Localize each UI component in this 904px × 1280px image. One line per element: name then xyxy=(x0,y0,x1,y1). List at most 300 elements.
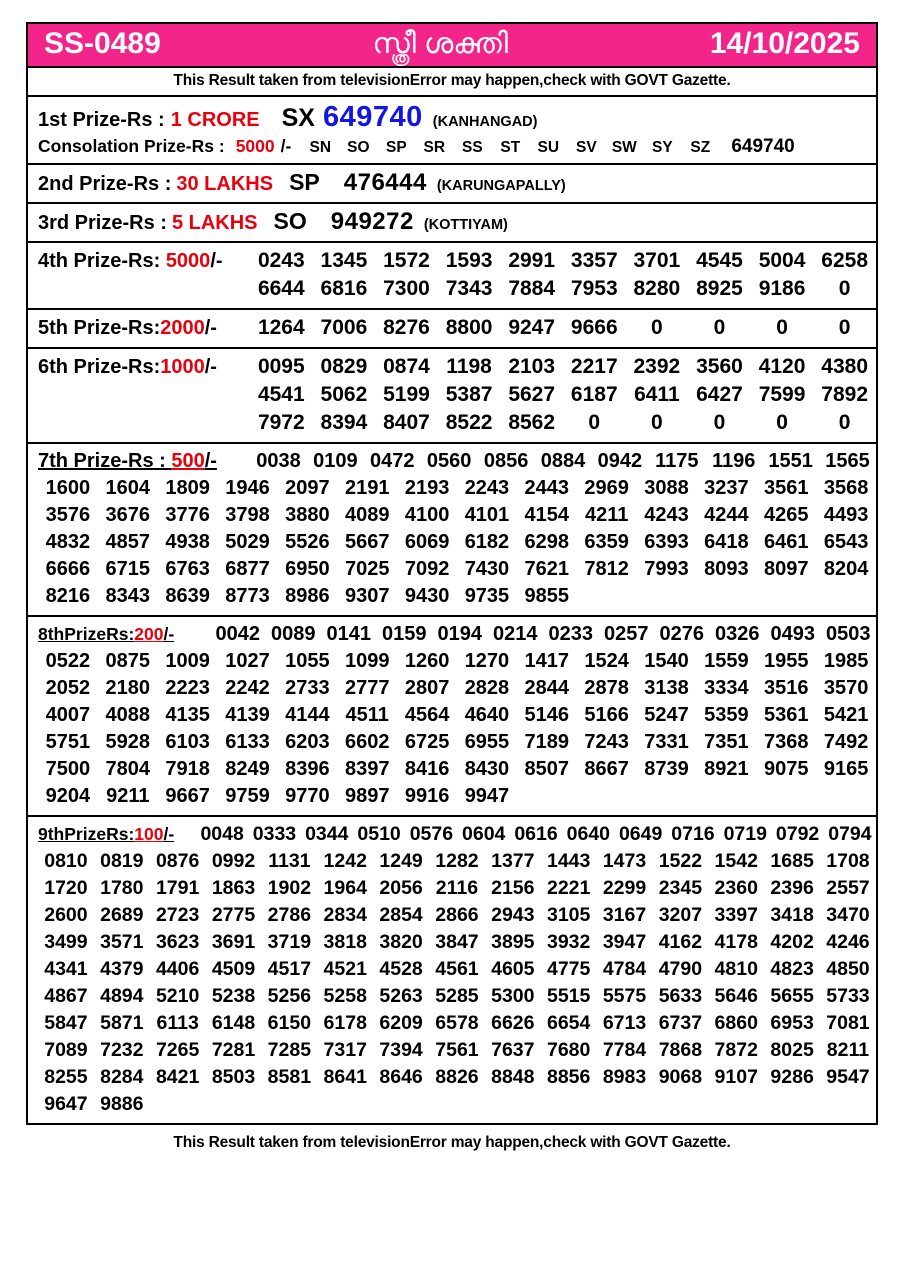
first-prize-amount: 1 CRORE xyxy=(170,109,260,131)
prize-number: 0472 xyxy=(370,450,415,472)
consolation-prize-suffix: /- xyxy=(280,136,292,156)
prize-number: 4178 xyxy=(714,931,758,953)
prize-number: 1863 xyxy=(211,877,256,899)
prize-number: 6713 xyxy=(602,1012,647,1034)
prize-number: 8562 xyxy=(508,411,556,434)
prize-number: 0640 xyxy=(566,823,611,845)
prize-row-fifth xyxy=(28,310,876,349)
prize-number: 4100 xyxy=(404,504,450,526)
prize-number: 5263 xyxy=(379,985,423,1007)
prize-number: 3847 xyxy=(435,931,479,953)
prize-number: 4521 xyxy=(323,958,367,980)
prize-number: 1685 xyxy=(770,850,814,872)
consolation-series-code: SS xyxy=(461,139,483,156)
prize-number: 3719 xyxy=(267,931,312,953)
eighth-prize-numbers-row-1 xyxy=(210,623,876,646)
fifth-prize-amount: 2000 xyxy=(160,317,205,339)
prize-row-first xyxy=(28,97,876,165)
prize-number: 7285 xyxy=(267,1039,312,1061)
prize-number: 9247 xyxy=(508,316,556,339)
seventh-prize-label: 7th Prize-Rs : xyxy=(38,450,172,472)
prize-number: 8421 xyxy=(155,1066,200,1088)
prize-number: 1027 xyxy=(225,650,270,672)
prize-number: 1345 xyxy=(320,249,368,272)
prize-number: 2242 xyxy=(225,677,270,699)
prize-number-group xyxy=(38,958,876,981)
prize-number: 2777 xyxy=(344,677,390,699)
prize-number: 1175 xyxy=(655,450,699,472)
prize-number: 4894 xyxy=(100,985,144,1007)
prize-number: 8983 xyxy=(602,1066,647,1088)
prize-number: 3105 xyxy=(546,904,591,926)
prize-number: 0716 xyxy=(671,823,715,845)
prize-number: 0141 xyxy=(326,623,371,645)
prize-number: 3676 xyxy=(105,504,151,526)
prize-number: 0 xyxy=(838,277,851,300)
prize-number: 8216 xyxy=(45,585,91,607)
prize-number-group xyxy=(38,531,876,554)
prize-number: 0522 xyxy=(45,650,91,672)
prize-number: 4810 xyxy=(714,958,758,980)
prize-number: 9107 xyxy=(714,1066,758,1088)
prize-number: 2557 xyxy=(826,877,870,899)
prize-number: 3167 xyxy=(602,904,647,926)
prize-number: 8025 xyxy=(770,1039,814,1061)
prize-number: 2807 xyxy=(404,677,450,699)
prize-number-group xyxy=(38,704,876,727)
prize-number: 5238 xyxy=(211,985,256,1007)
prize-number: 5633 xyxy=(658,985,703,1007)
prize-number: 5733 xyxy=(826,985,870,1007)
prize-number: 7621 xyxy=(524,558,570,580)
prize-number: 6187 xyxy=(570,383,618,406)
sixth-prize-suffix: /- xyxy=(204,356,217,378)
prize-number: 8280 xyxy=(633,277,681,300)
prize-number: 2943 xyxy=(491,904,535,926)
prize-number-group xyxy=(38,931,876,954)
prize-number: 5515 xyxy=(546,985,591,1007)
prize-number: 7351 xyxy=(704,731,749,753)
prize-number: 0214 xyxy=(493,623,538,645)
prize-number: 7089 xyxy=(44,1039,88,1061)
prize-number: 7804 xyxy=(105,758,151,780)
prize-number: 4246 xyxy=(826,931,870,953)
prize-number: 1985 xyxy=(823,650,869,672)
prize-number: 9759 xyxy=(225,785,270,807)
prize-number: 3880 xyxy=(285,504,330,526)
prize-number: 5655 xyxy=(770,985,814,1007)
prize-number: 8204 xyxy=(823,558,869,580)
prize-number: 9916 xyxy=(404,785,450,807)
prize-number: 1902 xyxy=(267,877,312,899)
prize-number: 0 xyxy=(776,316,788,339)
prize-number: 3947 xyxy=(602,931,647,953)
prize-number: 2103 xyxy=(508,355,556,378)
second-prize-amount: 30 LAKHS xyxy=(176,173,274,195)
prize-row-eighth xyxy=(28,617,876,817)
ninth-prize-suffix: /- xyxy=(163,824,175,844)
prize-number-group xyxy=(38,504,876,527)
prize-number: 7993 xyxy=(644,558,689,580)
prize-number: 2991 xyxy=(508,249,556,272)
fifth-prize-line xyxy=(38,314,876,342)
prize-number: 4088 xyxy=(105,704,151,726)
prize-number: 3207 xyxy=(658,904,703,926)
prize-number: 2443 xyxy=(524,477,570,499)
prize-number: 5029 xyxy=(225,531,270,553)
prize-number: 3571 xyxy=(100,931,144,953)
prize-number: 4832 xyxy=(45,531,91,553)
prize-number: 1551 xyxy=(768,450,813,472)
prize-number: 9770 xyxy=(285,785,330,807)
consolation-series-code: ST xyxy=(500,139,521,156)
eighth-prize-label-cell xyxy=(38,624,210,645)
third-prize-series: SO xyxy=(273,208,307,234)
prize-number: 0344 xyxy=(305,823,349,845)
prize-number: 1720 xyxy=(44,877,88,899)
prize-number: 4144 xyxy=(285,704,330,726)
prize-number: 8396 xyxy=(285,758,330,780)
prize-number: 6877 xyxy=(225,558,270,580)
prize-number: 2116 xyxy=(435,877,479,899)
prize-number: 8343 xyxy=(105,585,151,607)
prize-number: 3570 xyxy=(823,677,869,699)
prize-number: 8507 xyxy=(524,758,570,780)
first-prize-series: SX xyxy=(281,104,315,132)
prize-number: 1964 xyxy=(323,877,367,899)
prize-number: 9068 xyxy=(658,1066,703,1088)
prize-number-group xyxy=(38,850,876,873)
prize-number: 1708 xyxy=(826,850,870,872)
prize-number: 1198 xyxy=(446,355,492,378)
prize-number: 0942 xyxy=(597,450,643,472)
prize-number: 2834 xyxy=(323,904,367,926)
prize-number-group xyxy=(38,904,876,927)
prize-number: 8093 xyxy=(704,558,749,580)
prize-number: 3576 xyxy=(45,504,91,526)
prize-number: 2723 xyxy=(155,904,200,926)
prize-number: 0856 xyxy=(483,450,529,472)
prize-number: 0 xyxy=(588,411,601,434)
prize-number: 1791 xyxy=(155,877,200,899)
prize-number: 4139 xyxy=(225,704,270,726)
prize-number: 7561 xyxy=(435,1039,479,1061)
prize-number: 9186 xyxy=(758,277,806,300)
prize-number: 7884 xyxy=(508,277,556,300)
prize-number: 0884 xyxy=(540,450,586,472)
prize-number: 7637 xyxy=(491,1039,535,1061)
consolation-series-code: SW xyxy=(611,139,637,156)
consolation-series-list xyxy=(301,139,719,157)
prize-number: 7394 xyxy=(379,1039,423,1061)
prize-number-group xyxy=(38,1093,876,1116)
prize-number: 7092 xyxy=(404,558,450,580)
prize-number: 0276 xyxy=(659,623,704,645)
third-prize-number: 949272 xyxy=(330,208,414,235)
sixth-prize-label: 6th Prize-Rs: xyxy=(38,356,161,378)
prize-number: 0 xyxy=(713,411,726,434)
prize-number: 7918 xyxy=(165,758,210,780)
third-prize-place: (KOTTIYAM) xyxy=(423,217,508,233)
prize-number: 9165 xyxy=(823,758,869,780)
prize-number: 1600 xyxy=(45,477,91,499)
prize-number: 4265 xyxy=(763,504,809,526)
prize-number: 0233 xyxy=(548,623,593,645)
prize-number: 8921 xyxy=(704,758,749,780)
prize-number: 7868 xyxy=(658,1039,703,1061)
prize-number: 7784 xyxy=(602,1039,647,1061)
seventh-prize-amount: 500 xyxy=(171,450,205,472)
prize-number: 6955 xyxy=(464,731,510,753)
prize-number: 5285 xyxy=(435,985,479,1007)
prize-number: 6953 xyxy=(770,1012,814,1034)
second-prize-number: 476444 xyxy=(343,169,427,196)
prize-number: 4202 xyxy=(770,931,814,953)
sixth-prize-first-line xyxy=(38,353,876,381)
prize-number: 8394 xyxy=(320,411,368,434)
prize-number: 3138 xyxy=(644,677,689,699)
prize-number-row xyxy=(38,783,876,810)
prize-number: 0 xyxy=(838,316,851,339)
prize-number: 7492 xyxy=(823,731,869,753)
prize-number: 1473 xyxy=(602,850,647,872)
prize-number: 8800 xyxy=(445,316,493,339)
prize-number: 6654 xyxy=(546,1012,591,1034)
prize-number: 1131 xyxy=(268,850,311,872)
fifth-prize-suffix: /- xyxy=(204,317,217,339)
prize-number: 0 xyxy=(776,411,788,434)
sixth-prize-numbers-row-3 xyxy=(250,411,876,435)
prize-number: 8667 xyxy=(584,758,629,780)
prize-number: 1955 xyxy=(763,650,809,672)
prize-number: 5751 xyxy=(45,731,91,753)
prize-number: 0560 xyxy=(426,450,472,472)
prize-number: 0194 xyxy=(437,623,482,645)
prize-number: 1540 xyxy=(644,650,689,672)
prize-number: 1524 xyxy=(584,650,629,672)
prize-number: 6860 xyxy=(714,1012,758,1034)
prize-number: 8522 xyxy=(445,411,493,434)
prize-number-group xyxy=(38,1039,876,1062)
notice-bottom: This Result taken from televisionError may happen,check with GOVT Gazette. xyxy=(173,1134,731,1151)
prize-number: 5199 xyxy=(383,383,430,406)
prize-number: 4528 xyxy=(379,958,423,980)
prize-number: 7232 xyxy=(100,1039,144,1061)
prize-number: 9855 xyxy=(524,585,570,607)
prize-number: 4120 xyxy=(758,355,806,378)
prize-number-group xyxy=(38,877,876,900)
prize-number: 9204 xyxy=(45,785,91,807)
prize-number: 2299 xyxy=(602,877,647,899)
second-prize-label: 2nd Prize-Rs : xyxy=(38,173,172,195)
prize-number: 4823 xyxy=(770,958,814,980)
fourth-prize-numbers-row-2 xyxy=(250,277,876,301)
prize-number: 4406 xyxy=(155,958,200,980)
prize-number: 6644 xyxy=(257,277,305,300)
prize-number: 3470 xyxy=(826,904,870,926)
prize-number: 8255 xyxy=(44,1066,88,1088)
prize-number: 6578 xyxy=(435,1012,479,1034)
prize-number: 6666 xyxy=(45,558,91,580)
prize-number: 1604 xyxy=(105,477,151,499)
consolation-series-code: SZ xyxy=(690,139,711,156)
prize-number: 3932 xyxy=(546,931,591,953)
prize-number: 6626 xyxy=(491,1012,535,1034)
result-frame xyxy=(26,22,878,1125)
prize-number: 4244 xyxy=(704,504,749,526)
prize-number: 1780 xyxy=(100,877,144,899)
prize-number: 2866 xyxy=(435,904,479,926)
prize-number: 5847 xyxy=(44,1012,88,1034)
ninth-prize-amount: 100 xyxy=(134,824,164,844)
sixth-prize-numbers-row-1 xyxy=(250,355,876,379)
prize-number: 7006 xyxy=(320,316,368,339)
prize-number: 6950 xyxy=(285,558,330,580)
prize-number: 1099 xyxy=(344,650,390,672)
prize-number-group xyxy=(38,477,876,500)
prize-number: 7972 xyxy=(257,411,305,434)
consolation-prize-amount: 5000 xyxy=(235,136,275,156)
prize-number: 6418 xyxy=(704,531,749,553)
prize-number: 6113 xyxy=(156,1012,199,1034)
prize-number: 3701 xyxy=(633,249,681,272)
prize-number: 4850 xyxy=(826,958,870,980)
prize-number: 5146 xyxy=(524,704,570,726)
prize-number: 2052 xyxy=(45,677,91,699)
prize-number: 1522 xyxy=(658,850,703,872)
prize-number: 0333 xyxy=(252,823,297,845)
prize-number: 4564 xyxy=(404,704,450,726)
prize-number: 3820 xyxy=(379,931,423,953)
prize-number-row xyxy=(38,729,876,756)
prize-number: 7300 xyxy=(383,277,430,300)
prize-number: 9647 xyxy=(44,1093,88,1115)
prize-number: 6298 xyxy=(524,531,570,553)
prize-number-row xyxy=(38,875,876,902)
prize-number: 3568 xyxy=(823,477,869,499)
prize-number: 7281 xyxy=(211,1039,256,1061)
prize-number: 2345 xyxy=(658,877,703,899)
prize-number: 1443 xyxy=(546,850,591,872)
consolation-prize-line xyxy=(38,136,876,158)
prize-number: 4101 xyxy=(464,504,510,526)
prize-number: 8430 xyxy=(464,758,510,780)
prize-number: 8503 xyxy=(211,1066,256,1088)
prize-number: 2600 xyxy=(44,904,88,926)
prize-number: 1946 xyxy=(225,477,270,499)
lottery-title-malayalam: സ്ത്രീ ശക്തി xyxy=(372,27,509,60)
prize-number: 6715 xyxy=(105,558,151,580)
ninth-prize-first-line xyxy=(38,821,876,848)
fourth-prize-second-line xyxy=(38,275,876,303)
fourth-prize-first-line xyxy=(38,247,876,275)
prize-number: 1377 xyxy=(491,850,535,872)
prize-number: 7343 xyxy=(445,277,493,300)
fifth-prize-label-cell xyxy=(38,317,250,340)
prize-number: 7331 xyxy=(644,731,689,753)
prize-number-row xyxy=(38,675,876,702)
prize-number: 4775 xyxy=(546,958,591,980)
seventh-prize-first-line xyxy=(38,448,876,475)
prize-number: 6103 xyxy=(165,731,210,753)
prize-number: 3357 xyxy=(570,249,618,272)
prize-number-group xyxy=(38,985,876,1008)
fourth-prize-label: 4th Prize-Rs: xyxy=(38,250,166,272)
prize-number: 5526 xyxy=(285,531,330,553)
prize-number-row xyxy=(38,702,876,729)
consolation-series-code: SN xyxy=(309,139,332,156)
prize-number: 2854 xyxy=(379,904,423,926)
prize-number: 8581 xyxy=(267,1066,312,1088)
prize-number: 4341 xyxy=(44,958,88,980)
prize-number: 2193 xyxy=(404,477,450,499)
prize-number: 5421 xyxy=(823,704,869,726)
prize-number: 1260 xyxy=(404,650,450,672)
prize-number: 0257 xyxy=(604,623,649,645)
prize-number: 6737 xyxy=(658,1012,703,1034)
prize-number: 6461 xyxy=(763,531,809,553)
fifth-prize-label: 5th Prize-Rs: xyxy=(38,317,161,339)
prize-number: 8249 xyxy=(225,758,270,780)
prize-number: 0875 xyxy=(105,650,151,672)
prize-number: 2097 xyxy=(285,477,330,499)
prize-number: 0095 xyxy=(257,355,305,378)
prize-number: 3516 xyxy=(763,677,809,699)
prize-number-row xyxy=(38,1037,876,1064)
prize-row-third xyxy=(28,204,876,243)
eighth-prize-suffix: /- xyxy=(163,624,175,644)
prize-number-row xyxy=(38,756,876,783)
prize-number: 0042 xyxy=(215,623,260,645)
prize-number: 2689 xyxy=(100,904,144,926)
fifth-prize-numbers-row-1 xyxy=(250,316,876,340)
prize-number: 2396 xyxy=(770,877,814,899)
ninth-prize-number-rows xyxy=(38,848,876,1118)
prize-number: 5062 xyxy=(320,383,368,406)
prize-number: 8397 xyxy=(344,758,390,780)
prize-number: 1593 xyxy=(445,249,493,272)
prize-number: 1542 xyxy=(714,850,758,872)
prize-number: 9947 xyxy=(464,785,510,807)
prize-number: 5258 xyxy=(323,985,367,1007)
prize-number: 0 xyxy=(651,411,663,434)
eighth-prize-number-rows xyxy=(38,648,876,810)
prize-number: 0794 xyxy=(828,823,872,845)
prize-number: 2775 xyxy=(211,904,256,926)
prize-number: 4541 xyxy=(257,383,305,406)
prize-number: 5210 xyxy=(155,985,200,1007)
prize-number: 2392 xyxy=(633,355,681,378)
prize-number: 1270 xyxy=(464,650,510,672)
prize-number: 0 xyxy=(713,316,726,339)
prize-number: 6725 xyxy=(404,731,450,753)
prize-number: 1249 xyxy=(379,850,423,872)
prize-number: 1565 xyxy=(825,450,870,472)
third-prize-label: 3rd Prize-Rs : xyxy=(38,212,167,234)
prize-number: 2360 xyxy=(714,877,758,899)
prize-number: 8211 xyxy=(826,1039,870,1061)
prize-number-row xyxy=(38,556,876,583)
prize-number: 4380 xyxy=(821,355,868,378)
prize-number: 7872 xyxy=(714,1039,758,1061)
prize-number: 3818 xyxy=(323,931,367,953)
prize-number: 6258 xyxy=(821,249,868,272)
prize-number: 6150 xyxy=(267,1012,312,1034)
prize-row-sixth xyxy=(28,349,876,444)
prize-number: 9547 xyxy=(826,1066,870,1088)
prize-number: 4790 xyxy=(658,958,703,980)
prize-number: 7317 xyxy=(323,1039,367,1061)
